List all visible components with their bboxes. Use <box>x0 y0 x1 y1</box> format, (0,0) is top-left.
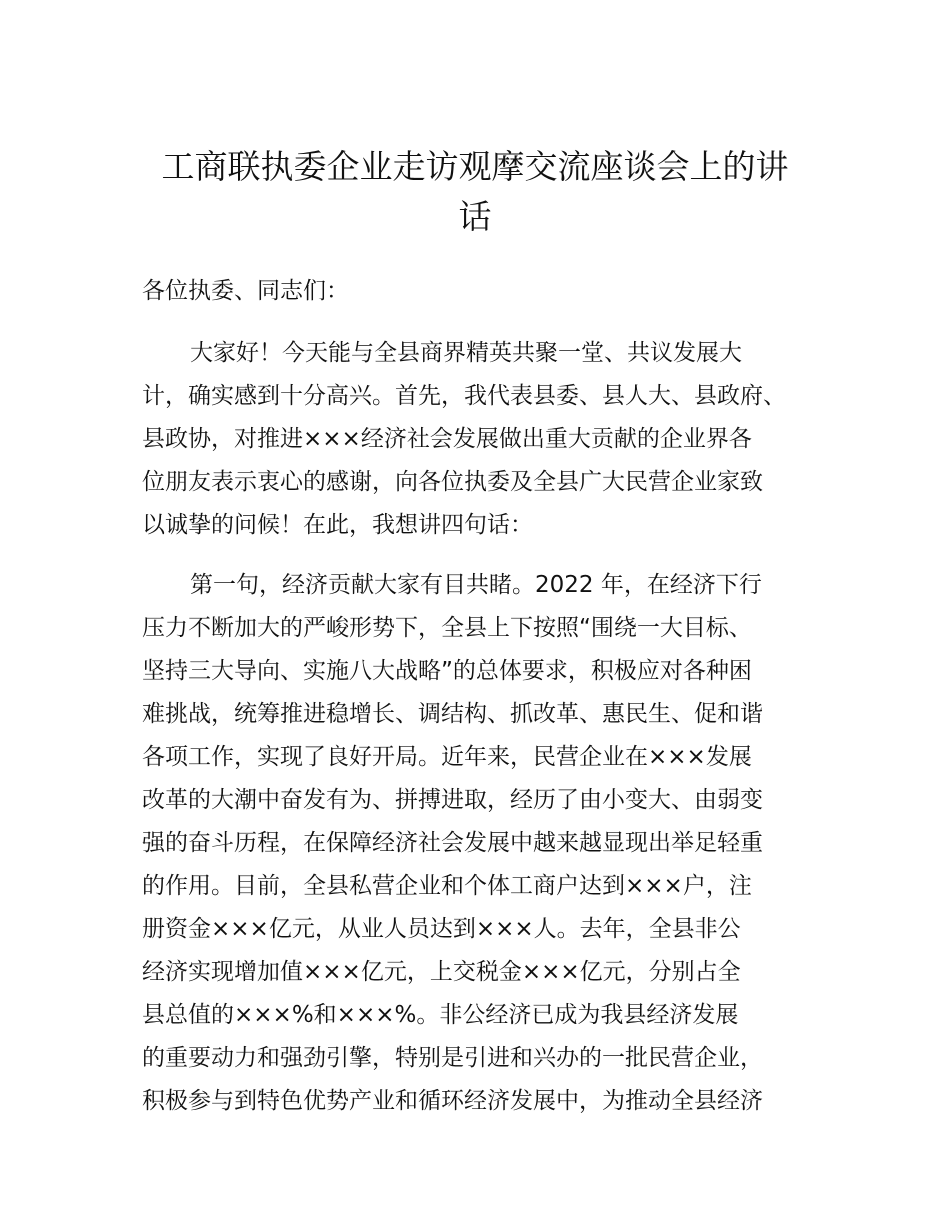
paragraph-line: 难挑战，统筹推进稳增长、调结构、抓改革、惠民生、促和谐 <box>142 701 763 727</box>
paragraph-line: 坚持三大导向、实施八大战略”的总体要求，积极应对各种困 <box>142 658 752 684</box>
paragraph-line: 强的奋斗历程，在保障经济社会发展中越来越显现出举足轻重 <box>142 830 763 856</box>
paragraph-line: 册资金×××亿元，从业人员达到×××人。去年，全县非公 <box>142 916 741 942</box>
paragraph-line: 压力不断加大的严峻形势下，全县上下按照“围绕一大目标、 <box>142 615 752 641</box>
paragraph-line: 积极参与到特色优势产业和循环经济发展中，为推动全县经济 <box>142 1088 763 1114</box>
document-title-line-2: 话 <box>458 197 492 236</box>
paragraph-line: 各项工作，实现了良好开局。近年来，民营企业在×××发展 <box>142 744 752 770</box>
paragraph-line: 位朋友表示衷心的感谢，向各位执委及全县广大民营企业家致 <box>142 469 763 495</box>
paragraph-line: 县总值的×××%和×××%。非公经济已成为我县经济发展 <box>142 1002 739 1028</box>
paragraph-line: 经济实现增加值×××亿元，上交税金×××亿元，分别占全 <box>142 959 741 985</box>
paragraph-line: 改革的大潮中奋发有为、拼搏进取，经历了由小变大、由弱变 <box>142 787 763 813</box>
paragraph-line: 以诚挚的问候！在此，我想讲四句话： <box>142 512 533 538</box>
paragraph-line: 计，确实感到十分高兴。首先，我代表县委、县人大、县政府、 <box>142 383 786 409</box>
paragraph-line: 第一句，经济贡献大家有目共睹。2022 年，在经济下行 <box>190 572 762 598</box>
paragraph-line: 县政协，对推进×××经济社会发展做出重大贡献的企业界各 <box>142 426 752 452</box>
paragraph-line: 的重要动力和强劲引擎，特别是引进和兴办的一批民营企业， <box>142 1045 763 1071</box>
salutation: 各位执委、同志们： <box>142 278 349 304</box>
paragraph-line: 的作用。目前，全县私营企业和个体工商户达到×××户，注 <box>142 873 752 899</box>
paragraph-line: 大家好！今天能与全县商界精英共聚一堂、共议发展大 <box>190 340 742 366</box>
document-title-line-1: 工商联执委企业走访观摩交流座谈会上的讲 <box>161 147 789 186</box>
